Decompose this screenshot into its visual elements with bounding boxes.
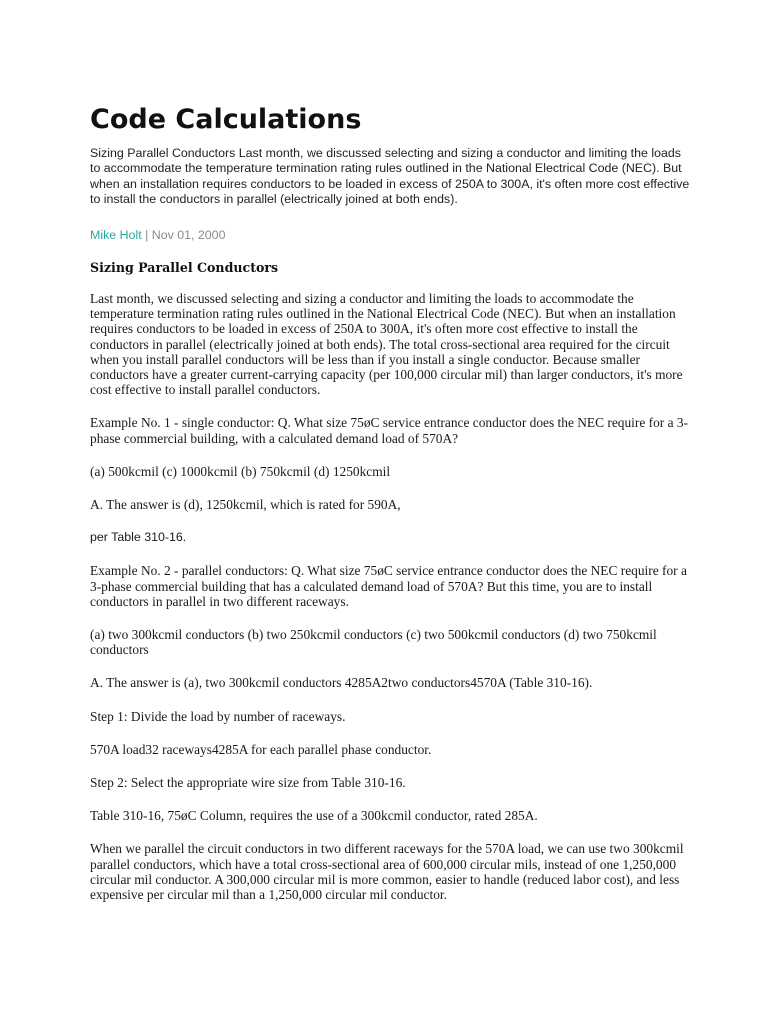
- article-title: Code Calculations: [90, 104, 362, 135]
- publish-date: Nov 01, 2000: [151, 228, 226, 242]
- paragraph-table-column: Table 310-16, 75øC Column, requires the use of a 300kcmil conductor, rated 285A.: [90, 808, 538, 824]
- paragraph-intro: Last month, we discussed selecting and sizing a conductor and limiting the loads to accommodate the temperature termination rating rules outlined in the National Electrical Code (NEC). But when an installation requires conductors to be loaded in excess of 250A to 300A, it's often more cost effective to install the conductors in parallel (electrically joined at both ends). The total cross-sectional area required for the circuit when you install parallel conductors will be less than if you install a single conductor. Because smaller conductors have a greater current-carrying capacity (per 100,000 circular mil) than larger conductors, it's more cost effective to install parallel conductors.: [90, 291, 683, 398]
- paragraph-conclusion: When we parallel the circuit conductors in two different raceways for the 570A load, we can use two 300kcmil parallel conductors, which have a total cross-sectional area of 600,000 circular mils, instead of one 1,250,000 circular mil conductor. A 300,000 circular mil is more common, easier to handle (reduced labor cost), and less expensive per circular mil than a 1,250,000 circular mil conductor.: [90, 841, 684, 903]
- article-body: [90, 291, 690, 920]
- section-title: Sizing Parallel Conductors: [90, 260, 279, 275]
- article-summary: Sizing Parallel Conductors Last month, we discussed selecting and sizing a conductor and limiting the loads to accommodate the temperature termination rating rules outlined in the National Electrical Code (NEC). But when an installation requires conductors to be loaded in excess of 250A to 300A, it's often more cost effective to install the conductors in parallel (electrically joined at both ends).: [90, 146, 690, 207]
- paragraph-example-2-answer: A. The answer is (a), two 300kcmil conductors 4285A2two conductors4570A (Table 310-16).: [90, 675, 593, 691]
- paragraph-step-1: Step 1: Divide the load by number of raceways.: [90, 708, 346, 724]
- paragraph-example-2-question: Example No. 2 - parallel conductors: Q. What size 75øC service entrance conductor does the NEC require for a 3-phase commercial building that has a calculated demand load of 570A? But this time, you are to install conductors in parallel in two different raceways.: [90, 563, 687, 609]
- paragraph-table-reference: per Table 310-16.: [90, 530, 187, 545]
- byline: [90, 227, 225, 243]
- byline-separator: |: [141, 228, 152, 242]
- paragraph-example-1-question: Example No. 1 - single conductor: Q. What size 75øC service entrance conductor does the NEC require for a 3-phase commercial building, with a calculated demand load of 570A?: [90, 415, 689, 446]
- paragraph-example-1-answer: A. The answer is (d), 1250kcmil, which is rated for 590A,: [90, 497, 401, 513]
- paragraph-step-2: Step 2: Select the appropriate wire size from Table 310-16.: [90, 775, 406, 791]
- author-link[interactable]: Mike Holt: [90, 228, 142, 242]
- paragraph-example-2-options: (a) two 300kcmil conductors (b) two 250kcmil conductors (c) two 500kcmil conductors (d) two 750kcmil conductors: [90, 627, 657, 658]
- paragraph-example-1-options: (a) 500kcmil (c) 1000kcmil (b) 750kcmil (d) 1250kcmil: [90, 463, 391, 479]
- paragraph-step-1-calc: 570A load32 raceways4285A for each parallel phase conductor.: [90, 741, 432, 757]
